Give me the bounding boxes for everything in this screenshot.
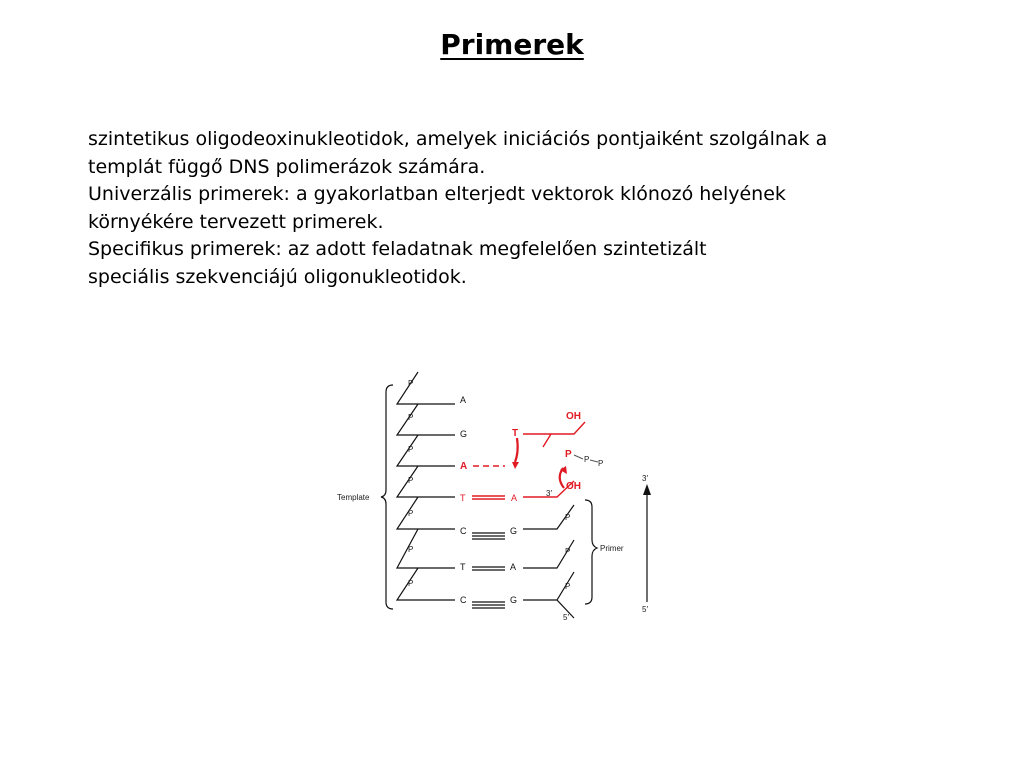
phosphate-label: P bbox=[565, 582, 571, 591]
arrow-down-icon bbox=[512, 462, 519, 469]
primer-label: Primer bbox=[600, 544, 624, 553]
incoming-nucleotide bbox=[523, 422, 585, 447]
text-line: templát függő DNS polimerázok számára. bbox=[88, 155, 486, 178]
phosphate-label: P bbox=[565, 513, 571, 522]
phosphate-label: P bbox=[408, 379, 414, 388]
arrow-3prime-label: 3′ bbox=[642, 474, 648, 483]
phosphate-label: P bbox=[408, 545, 414, 554]
incoming-base: T bbox=[512, 428, 519, 439]
text-line: környékére tervezett primerek. bbox=[88, 210, 384, 233]
hydroxyl-label: OH bbox=[566, 481, 581, 492]
text-line: Univerzális primerek: a gyakorlatban elterjedt vektorok klónozó helyének bbox=[88, 183, 786, 205]
triphosphate-label: P bbox=[598, 459, 604, 468]
phosphate-label: P bbox=[408, 476, 414, 485]
page-title: Primerek bbox=[440, 28, 584, 61]
template-base: T bbox=[460, 493, 466, 503]
template-label: Template bbox=[337, 493, 370, 502]
hydroxyl-label: OH bbox=[566, 411, 581, 422]
template-base: A bbox=[460, 395, 467, 405]
phosphate-label: P bbox=[408, 579, 414, 588]
text-line: Specifikus primerek: az adott feladatnak megfelelően szintetizált bbox=[88, 238, 707, 260]
phosphate-label: P bbox=[408, 445, 414, 454]
template-base: C bbox=[460, 595, 467, 605]
text-line: speciális szekvenciájú oligonukleotidok. bbox=[88, 265, 467, 288]
triphosphate-label: P bbox=[565, 449, 572, 460]
phosphate-label: P bbox=[408, 509, 414, 518]
template-backbone bbox=[397, 372, 424, 600]
phosphate-label: P bbox=[408, 413, 414, 422]
phosphate-label: P bbox=[565, 547, 571, 556]
template-brace bbox=[381, 385, 393, 609]
triphosphate-label: P bbox=[584, 455, 590, 464]
template-base: C bbox=[460, 526, 467, 536]
primer-base: A bbox=[511, 493, 518, 503]
template-base: A bbox=[460, 461, 468, 472]
text-line: szintetikus oligodeoxinukleotidok, amelyek iniciációs pontjaiként szolgálnak a bbox=[88, 128, 828, 150]
primer-base: G bbox=[510, 526, 518, 536]
template-base: G bbox=[460, 429, 468, 439]
end-5prime-label: 5′ bbox=[563, 613, 569, 622]
end-3prime-label: 3′ bbox=[546, 489, 552, 498]
arrow-up-icon bbox=[643, 484, 651, 495]
primer-brace bbox=[585, 500, 597, 604]
arrow-5prime-label: 5′ bbox=[642, 605, 648, 614]
primer-base: G bbox=[510, 595, 518, 605]
primer-base: A bbox=[510, 562, 517, 572]
template-base: T bbox=[460, 562, 466, 572]
